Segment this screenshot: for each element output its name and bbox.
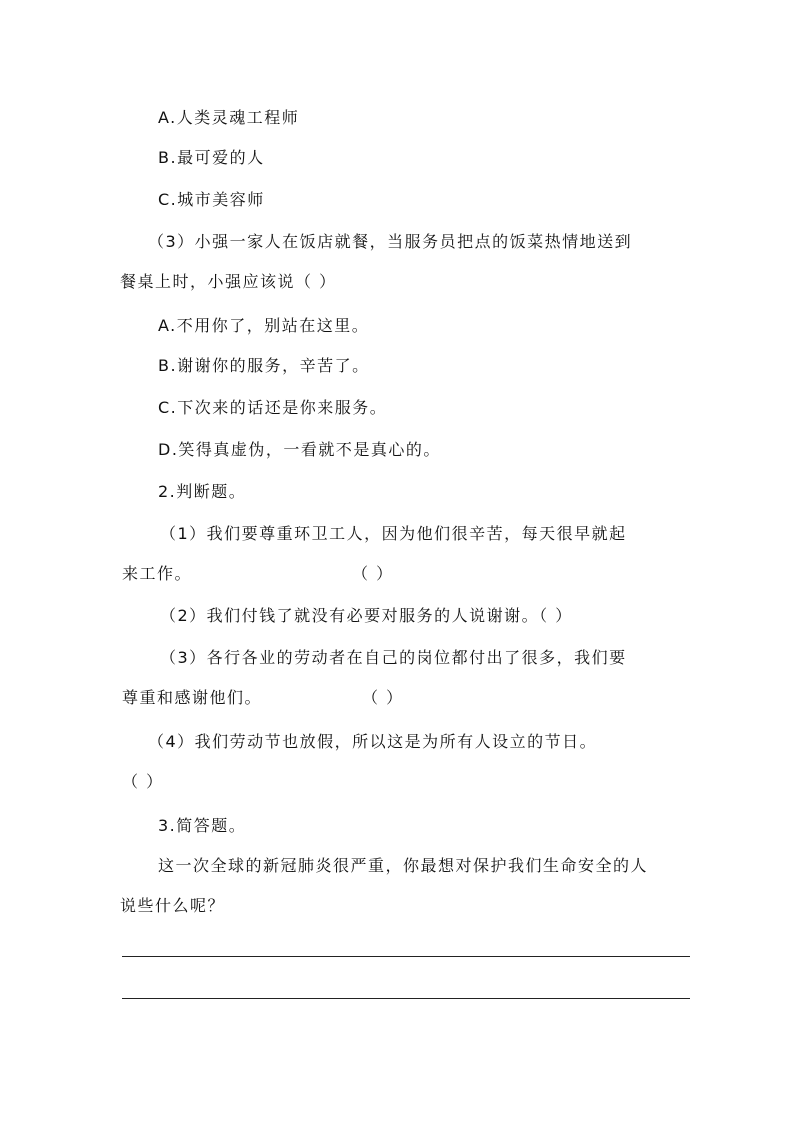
question-3-stem-continued: 餐桌上时，小强应该说（ ） <box>120 272 337 291</box>
judgment-1-continued: 来工作。 <box>122 564 193 583</box>
option-b: B.最可爱的人 <box>158 148 265 167</box>
section-2-heading: 2.判断题。 <box>158 482 247 501</box>
option-a: A.人类灵魂工程师 <box>158 108 300 127</box>
judgment-2: （2）我们付钱了就没有必要对服务的人说谢谢。（ ） <box>160 606 573 625</box>
question-3-option-a: A.不用你了，别站在这里。 <box>158 316 370 335</box>
judgment-3: （3）各行各业的劳动者在自己的岗位都付出了很多，我们要 <box>160 648 627 667</box>
question-3-option-d: D.笑得真虚伪，一看就不是真心的。 <box>158 440 441 459</box>
question-3-option-b: B.谢谢你的服务，辛苦了。 <box>158 356 370 375</box>
judgment-3-answer-bracket[interactable]: （ ） <box>362 688 404 707</box>
section-3-heading: 3.简答题。 <box>158 816 247 835</box>
judgment-4-answer-bracket[interactable]: （ ） <box>122 772 164 791</box>
judgment-3-continued: 尊重和感谢他们。 <box>122 688 263 707</box>
judgment-1: （1）我们要尊重环卫工人，因为他们很辛苦，每天很早就起 <box>160 524 627 543</box>
judgment-1-answer-bracket[interactable]: （ ） <box>352 564 394 583</box>
option-c: C.城市美容师 <box>158 190 265 209</box>
answer-line-1[interactable] <box>122 956 690 957</box>
answer-line-2[interactable] <box>122 998 690 999</box>
question-3-option-c: C.下次来的话还是你来服务。 <box>158 398 388 417</box>
short-answer-question: 这一次全球的新冠肺炎很严重，你最想对保护我们生命安全的人 <box>158 856 649 875</box>
question-3-stem: （3）小强一家人在饭店就餐，当服务员把点的饭菜热情地送到 <box>148 232 633 251</box>
short-answer-question-continued: 说些什么呢？ <box>120 896 226 915</box>
judgment-4: （4）我们劳动节也放假，所以这是为所有人设立的节日。 <box>148 732 598 751</box>
